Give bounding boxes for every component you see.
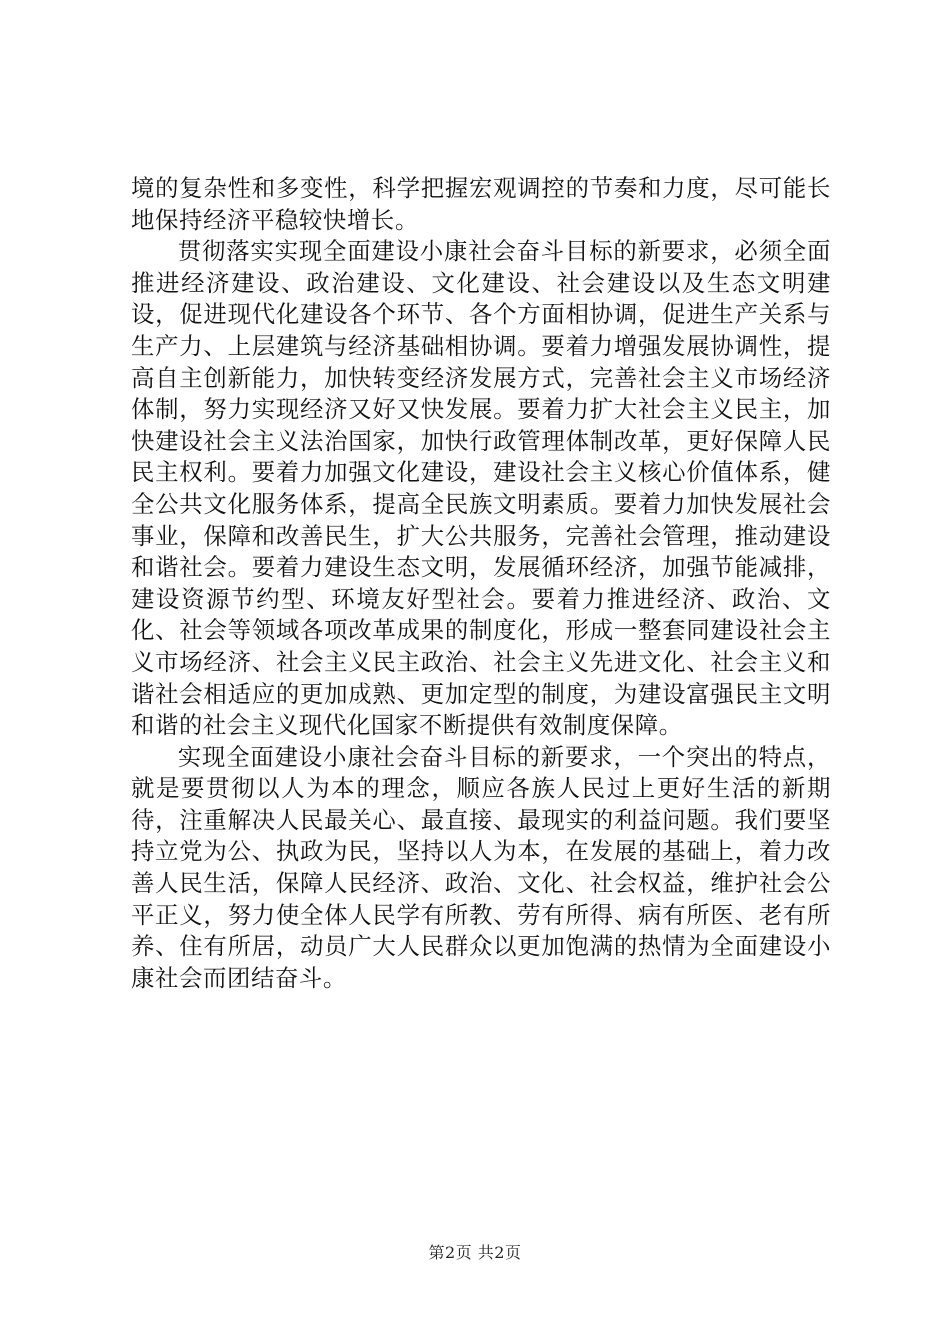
document-body: [131, 173, 831, 994]
paragraph-people-oriented: 实现全面建设小康社会奋斗目标的新要求，一个突出的特点，就是要贯彻以人为本的理念，顺应各族人民过上更好生活的新期待，注重解决人民最关心、最直接、最现实的利益问题。我们要坚持立党为公、执政为民，坚持以人为本，在发展的基础上，着力改善人民生活，保障人民经济、政治、文化、社会权益，维护社会公平正义，努力使全体人民学有所教、劳有所得、病有所医、老有所养、住有所居，动员广大人民群众以更加饱满的热情为全面建设小康社会而团结奋斗。: [131, 742, 831, 992]
paragraph-new-requirements: 贯彻落实实现全面建设小康社会奋斗目标的新要求，必须全面推进经济建设、政治建设、文化建设、社会建设以及生态文明建设，促进现代化建设各个环节、各个方面相协调，促进生产关系与生产力、上层建筑与经济基础相协调。要着力增强发展协调性，提高自主创新能力，加快转变经济发展方式，完善社会主义市场经济体制，努力实现经济又好又快发展。要着力扩大社会主义民主，加快建设社会主义法治国家，加快行政管理体制改革，更好保障人民民主权利。要着力加强文化建设，建设社会主义核心价值体系，健全公共文化服务体系，提高全民族文明素质。要着力加快发展社会事业，保障和改善民生，扩大公共服务，完善社会管理，推动建设和谐社会。要着力建设生态文明，发展循环经济，加强节能减排，建设资源节约型、环境友好型社会。要着力推进经济、政治、文化、社会等领域各项改革成果的制度化，形成一整套同建设社会主义市场经济、社会主义民主政治、社会主义先进文化、社会主义和谐社会相适应的更加成熟、更加定型的制度，为建设富强民主文明和谐的社会主义现代化国家不断提供有效制度保障。: [131, 237, 831, 740]
paragraph-continuation: 境的复杂性和多变性，科学把握宏观调控的节奏和力度，尽可能长地保持经济平稳较快增长。: [131, 174, 831, 234]
page-number-footer: 第2页 共2页: [428, 1243, 522, 1262]
